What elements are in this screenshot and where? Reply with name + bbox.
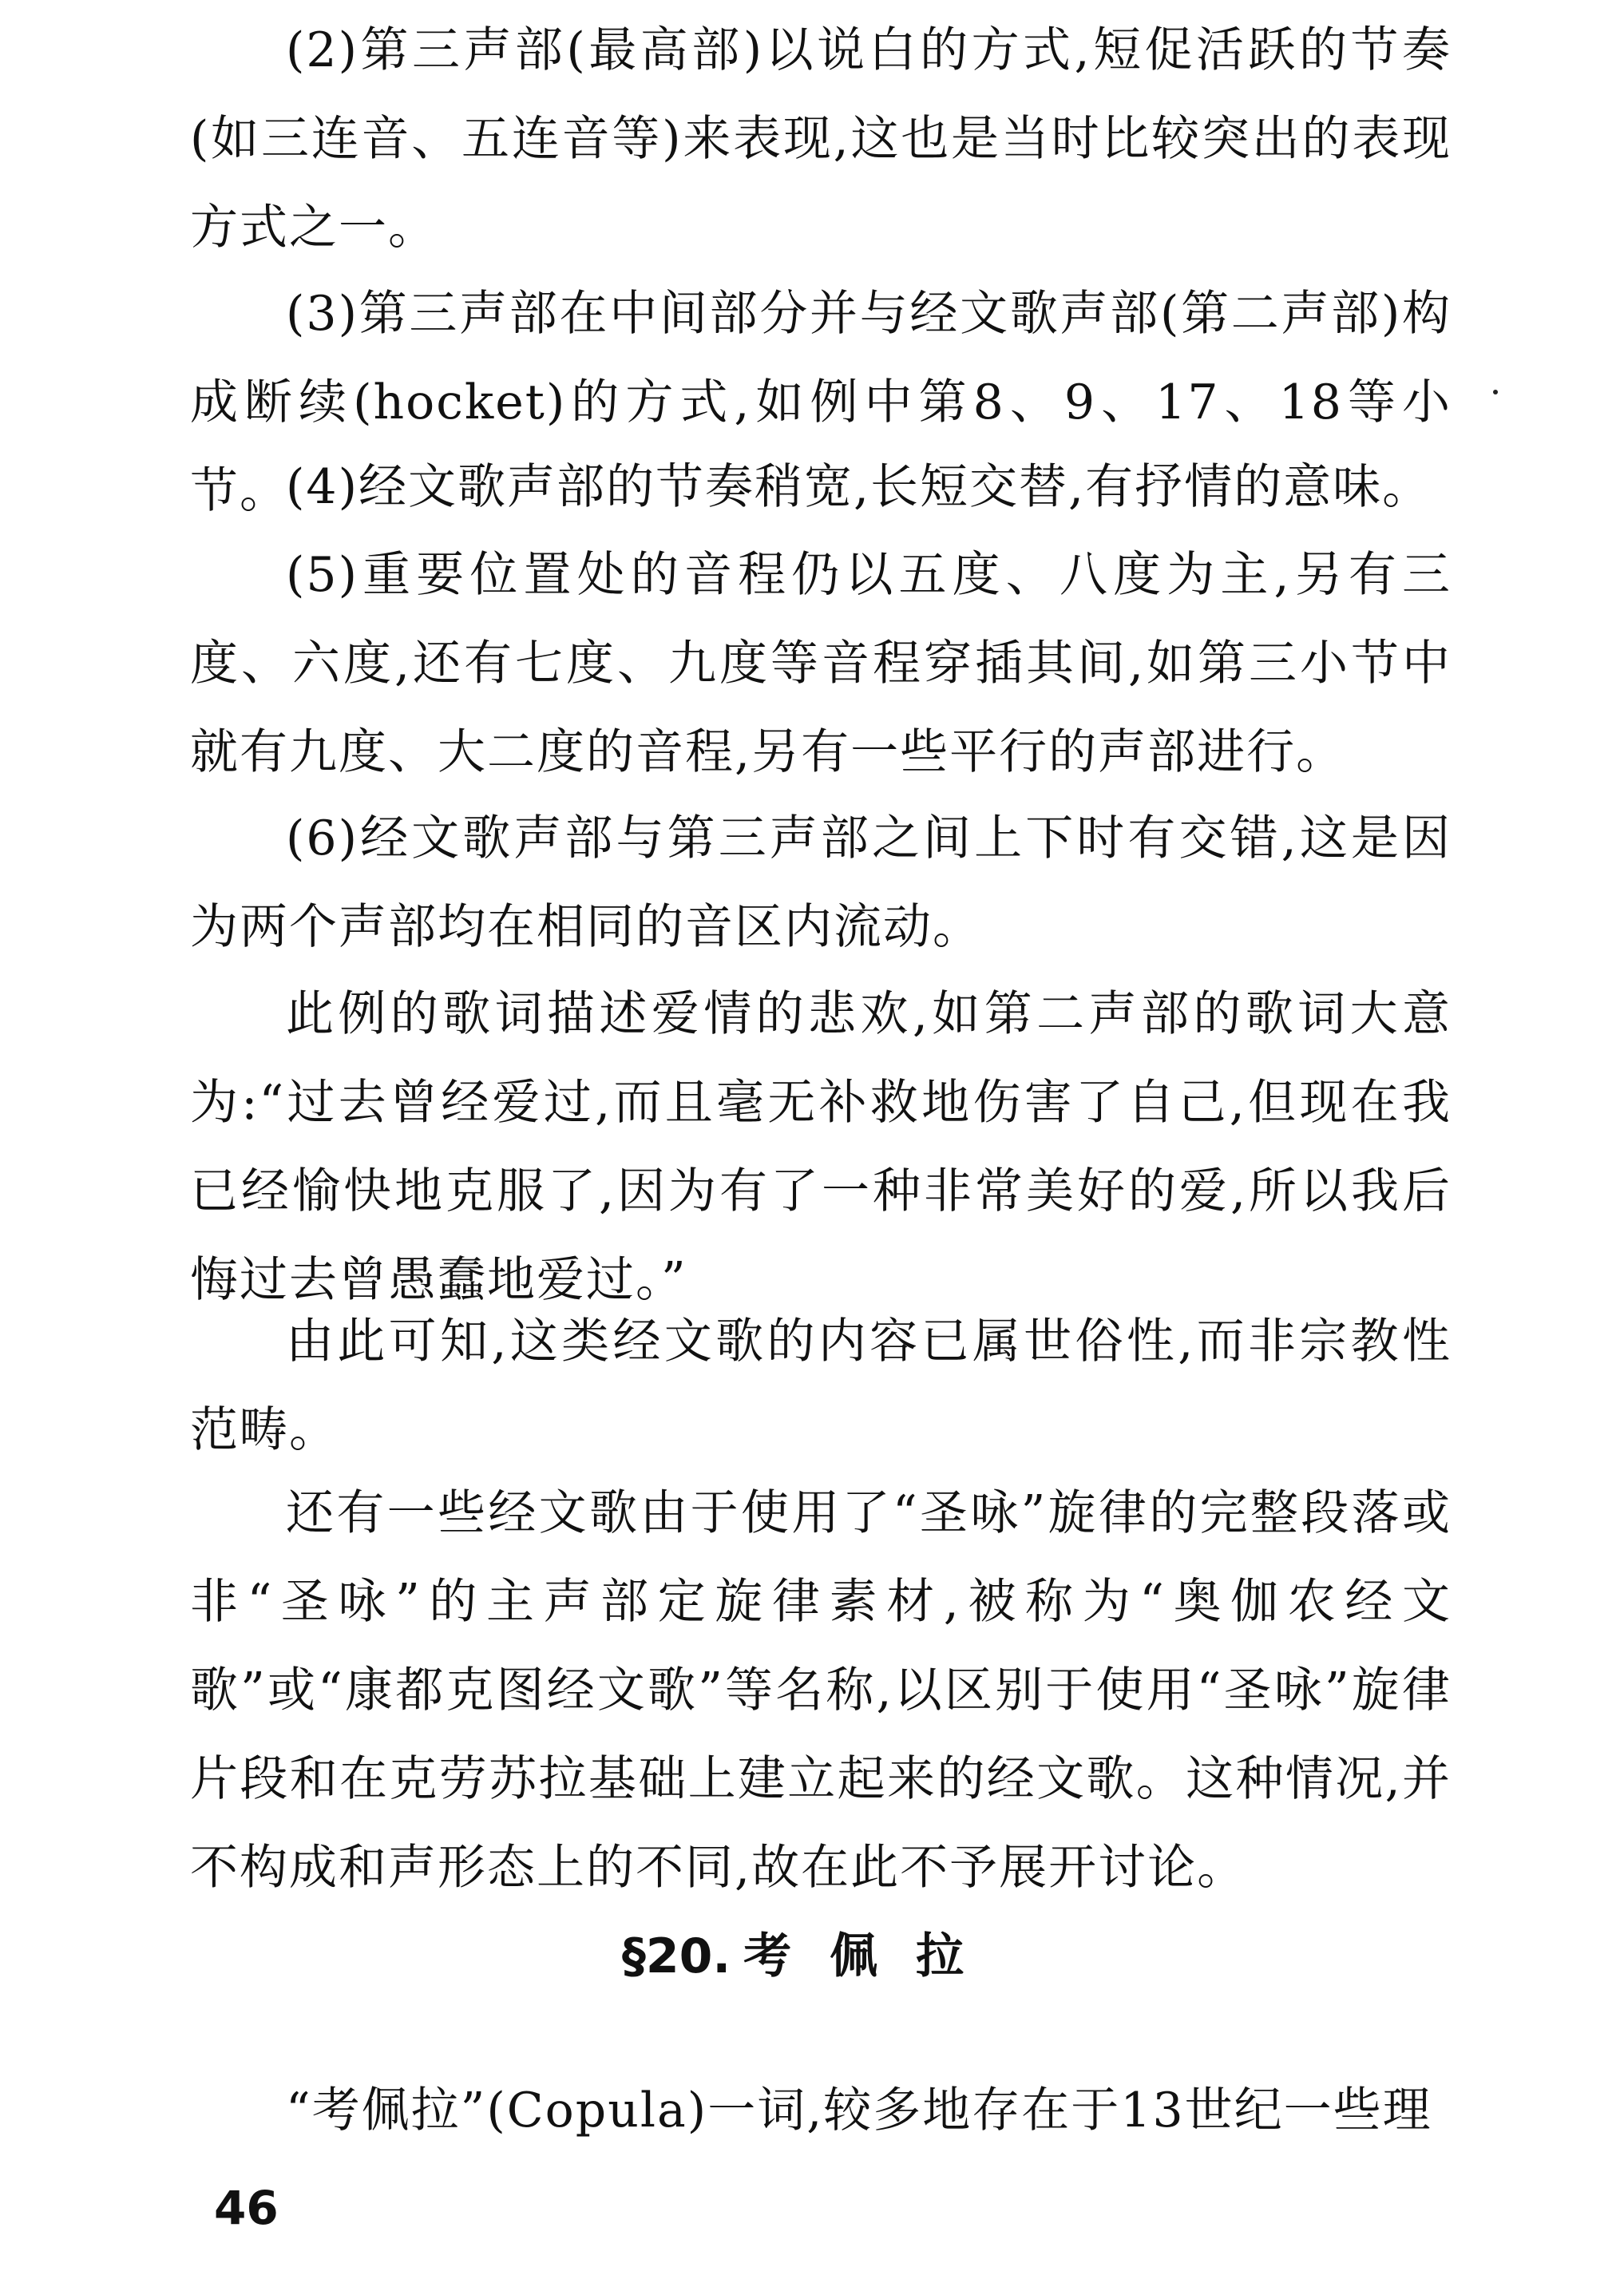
paragraph-copula-intro: “考佩拉”(Copula)一词,较多地存在于13世纪一些理 [286,2083,1432,2138]
paragraph-other-motets: 还有一些经文歌由于使用了“圣咏”旋律的完整段落或非“圣咏”的主声部定旋律素材,被称为“奥伽农经文歌”或“康都克图经文歌”等名称,以区别于使用“圣咏”旋律片段和在克劳苏拉基础上建立起来的经文歌。这种情况,并不构成和声形态上的不同,故在此不予展开讨论。 [190,1485,1452,1896]
paragraph-lyrics: 此例的歌词描述爱情的悲欢,如第二声部的歌词大意为:“过去曾经爱过,而且毫无补救地伤害了自己,但现在我已经愉快地克服了,因为有了一种非常美好的爱,所以我后悔过去曾愚蠢地爱过。” [190,986,1452,1308]
section-title: 考佩拉 [743,1928,1003,1984]
paragraph-point-5: (5)重要位置处的音程仍以五度、八度为主,另有三度、六度,还有七度、九度等音程穿插其间,如第三小节中就有九度、大二度的音程,另有一些平行的声部进行。 [190,547,1452,780]
section-heading [0,1916,1624,1996]
scan-speck [1493,390,1498,394]
paragraph-conclusion: 由此可知,这类经文歌的内容已属世俗性,而非宗教性范畴。 [190,1314,1452,1458]
section-number: §20. [621,1928,731,1984]
page-number: 46 [214,2181,279,2235]
paragraph-point-2: (2)第三声部(最高部)以说白的方式,短促活跃的节奏(如三连音、五连音等)来表现,这也是当时比较突出的表现方式之一。 [190,22,1452,256]
paragraph-point-4: (4)经文歌声部的节奏稍宽,长短交替,有抒情的意味。 [286,459,1432,515]
paragraph-point-6: (6)经文歌声部与第三声部之间上下时有交错,这是因为两个声部均在相同的音区内流动。 [190,811,1452,955]
paragraph-point-3: (3)第三声部在中间部分并与经文歌声部(第二声部)构成断续(hocket)的方式,如例中第8、9、17、18等小节。 [190,286,1452,519]
